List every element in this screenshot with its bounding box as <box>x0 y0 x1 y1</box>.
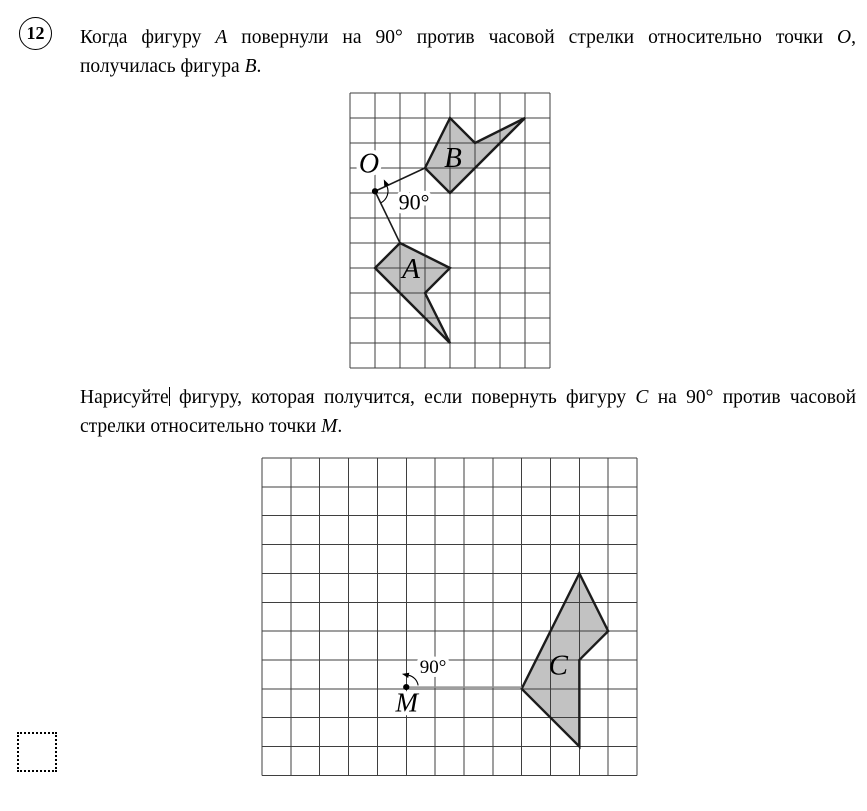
var-letter-O: O <box>837 27 852 48</box>
answer-box[interactable] <box>17 732 57 772</box>
grid-lines <box>350 93 550 368</box>
rotation-arc <box>409 675 418 685</box>
figure-label-C: C <box>548 649 568 682</box>
task-line-2 <box>80 412 856 441</box>
angle-degree-label: 90° <box>419 657 447 679</box>
figure-label-A: A <box>402 253 420 285</box>
arc-arrowhead-icon <box>402 673 409 678</box>
rotation-center-dot <box>372 188 378 194</box>
text-run: получилась фигура <box>80 56 245 77</box>
text-run: . <box>337 416 343 437</box>
var-letter-A: A <box>215 27 228 48</box>
rotation-ray <box>375 191 400 243</box>
var-letter-B: B <box>244 56 257 77</box>
figure-label-B: B <box>444 142 462 174</box>
text-run: Нарисуйте <box>80 387 169 408</box>
statement-line-1 <box>80 23 856 52</box>
problem-number-badge: 12 <box>19 17 52 50</box>
text-run: стрелки относительно точки <box>80 416 322 437</box>
task-statement <box>80 383 856 441</box>
var-letter-C: C <box>635 387 649 408</box>
text-run: . <box>256 56 262 77</box>
text-run: на 90° против часовой <box>648 387 857 408</box>
diagram-example-rotation <box>349 92 551 369</box>
task-line-1 <box>80 383 856 412</box>
angle-degree-label: 90° <box>398 189 430 215</box>
diagram-task-rotation[interactable] <box>261 457 639 777</box>
center-point-label-O: O <box>358 148 380 180</box>
var-letter-M: M <box>321 416 338 437</box>
text-run: Когда фигуру <box>80 27 216 48</box>
problem-statement <box>80 23 856 81</box>
text-run: , <box>851 27 856 48</box>
statement-line-2 <box>80 52 856 81</box>
text-run: фигуру, которая получится, если повернуть фигуру <box>169 387 636 408</box>
center-point-label-M: M <box>395 687 419 718</box>
text-run: повернули на 90° против часовой стрелки относительно точки <box>227 27 838 48</box>
